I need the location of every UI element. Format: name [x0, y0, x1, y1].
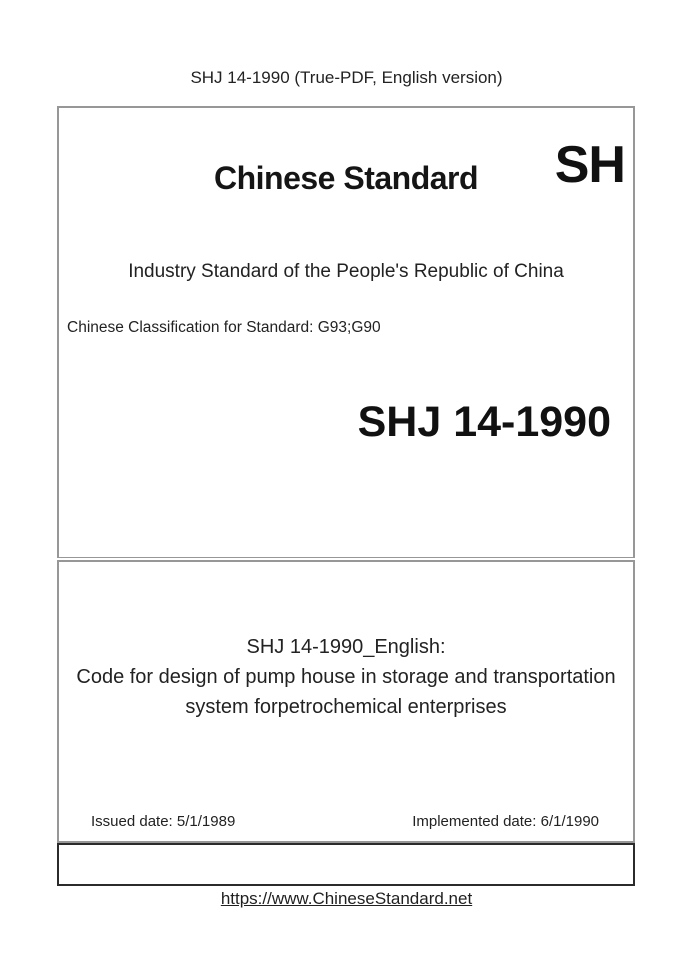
cover-top-box: [57, 106, 635, 558]
footer: [0, 889, 693, 909]
page-header-text: SHJ 14-1990 (True-PDF, English version): [190, 68, 503, 87]
website-link[interactable]: https://www.ChineseStandard.net: [220, 889, 473, 908]
issued-date: Issued date: 5/1/1989: [91, 813, 236, 830]
footer-placeholder-box: [57, 843, 635, 886]
dates-row: [91, 813, 599, 830]
document-title-line1: SHJ 14-1990_English:: [246, 636, 446, 658]
standard-body-code: SH: [554, 136, 625, 194]
document-title-line2: Code for design of pump house in storage and transportation: [76, 666, 616, 688]
implemented-date: Implemented date: 6/1/1990: [412, 813, 599, 830]
standard-number: SHJ 14-1990: [357, 398, 611, 446]
brand-title: Chinese Standard: [213, 160, 479, 196]
cover-middle-box: [57, 560, 635, 843]
document-title-line3: system forpetrochemical enterprises: [185, 696, 507, 718]
document-title: [59, 632, 633, 722]
classification-line: Chinese Classification for Standard: G93;G90: [67, 319, 381, 336]
industry-standard-subtitle: Industry Standard of the People's Republic of China: [128, 261, 564, 282]
